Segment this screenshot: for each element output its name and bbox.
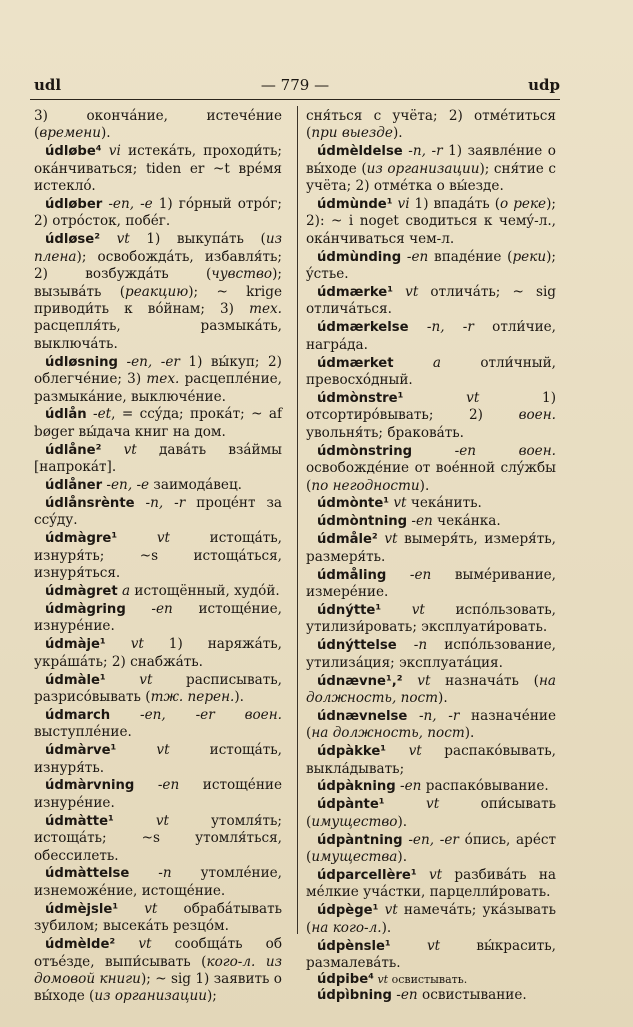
headword: údmèlde²: [45, 937, 116, 953]
definition-text: [394, 355, 433, 371]
dictionary-entry: [306, 708, 556, 743]
dictionary-entry: [34, 196, 282, 231]
italic-note: vt: [144, 900, 158, 917]
headword: údpàkke¹: [317, 744, 387, 760]
italic-note: из плена: [34, 231, 282, 265]
italic-note: -en: [411, 513, 433, 530]
headword: údmærket: [317, 355, 394, 371]
dictionary-entry: [306, 973, 556, 987]
italic-note: на кого-л.: [311, 919, 382, 936]
headword: údpènsle¹: [317, 938, 391, 954]
headword: údmèjsle¹: [45, 901, 119, 917]
italic-note: -n: [158, 865, 172, 882]
italic-note: vt: [426, 937, 441, 954]
headword: údmònte¹: [317, 496, 390, 512]
dictionary-entry: [34, 936, 282, 1006]
italic-note: -en: [151, 600, 173, 617]
italic-note: из организации: [94, 988, 207, 1005]
italic-note: -en: [409, 566, 432, 583]
italic-note: из организации: [366, 160, 480, 177]
definition-text: [397, 637, 414, 653]
italic-note: -en, -e: [106, 477, 150, 494]
italic-note: vt: [123, 441, 137, 458]
definition-text: заимодáвец.: [149, 477, 243, 494]
definition-text: испóльзование, утилизáция; эксплуатáция.: [306, 637, 556, 671]
dictionary-entry: [34, 813, 282, 865]
headword: údmåling: [317, 567, 387, 583]
headword: údpibe⁴: [317, 971, 374, 987]
definition-text: [126, 601, 152, 617]
definition-text: утомлéние, изнеможéние, истощéние.: [34, 865, 283, 899]
italic-note: при выезде: [311, 125, 393, 142]
definition-text: испóльзовать, утилизи́ровать; эксплуати́ровать.: [306, 601, 557, 636]
headword: údmàgre¹: [45, 531, 118, 547]
dictionary-entry: [306, 743, 556, 778]
definition-text: распакóвывание.: [421, 778, 549, 795]
headword: údnýttelse: [317, 638, 397, 654]
definition-text: расписывать, разрисóвывать (: [34, 671, 282, 705]
definition-text: утомля́ть; истощáть; ~s утомля́ться, обессилеть.: [34, 812, 282, 864]
definition-text: обрабáтывать зубилом; высекáть резцóм.: [34, 900, 282, 935]
italic-note: vt: [384, 902, 398, 919]
headword: údmàtte¹: [45, 813, 114, 829]
definition-text: освистывание.: [417, 987, 527, 1004]
italic-note: кого-л. из домовой книги: [34, 953, 282, 987]
definition-text: ).: [397, 813, 408, 830]
header-right-guideword: udp: [528, 76, 560, 94]
italic-note: о реке: [500, 196, 547, 213]
definition-text: истекáть, проходи́ть; окáнчиваться; tiden er ~t врéмя истеклó.: [34, 143, 283, 195]
definition-text: распакóвывать, выкла́дывать;: [306, 743, 556, 777]
entry-continuation: [306, 108, 556, 143]
dictionary-entry: [34, 530, 282, 582]
dictionary-entry: [34, 742, 282, 777]
italic-note: на должность, пост: [311, 725, 465, 742]
definition-text: ); вызывáть (: [34, 266, 282, 300]
definition-text: истощённый, худóй.: [130, 582, 280, 599]
italic-note: тж. перен.: [150, 688, 235, 705]
italic-note: тех.: [249, 300, 282, 317]
dictionary-entry: [306, 673, 556, 708]
definition-text: ).: [419, 477, 430, 494]
italic-note: имущества: [311, 849, 398, 866]
headword: údmàle¹: [45, 672, 106, 688]
headword: údmærkelse: [317, 320, 409, 336]
headword: údmàrvning: [45, 778, 135, 794]
headword: údparcellère¹: [317, 867, 417, 883]
italic-note: vt: [393, 495, 407, 512]
definition-text: [407, 708, 419, 724]
definition-text: 1) впадáть (: [409, 196, 501, 213]
headword: údnýtte¹: [317, 602, 382, 618]
definition-text: [118, 901, 144, 917]
headword: údpìbning: [317, 988, 392, 1004]
definition-text: отличáть; ~ sig отличáться.: [306, 284, 557, 318]
right-column: [306, 108, 556, 1005]
dictionary-entry: [306, 987, 556, 1004]
definition-text: назначáть (: [430, 672, 539, 689]
definition-text: ).: [438, 689, 448, 706]
italic-note: -en, -er: [126, 353, 180, 370]
definition-text: [412, 443, 455, 459]
dictionary-entry: [306, 390, 556, 442]
italic-note: -en, -er: [408, 831, 459, 848]
definition-text: ); 2): ~ i noget сводиться к чемý-л., окáнчиваться чем-л.: [306, 196, 556, 247]
italic-note: тех.: [146, 371, 180, 388]
definition-text: [106, 672, 140, 688]
definition-text: чекáнить.: [406, 495, 482, 512]
dictionary-entry: [306, 143, 556, 195]
definition-text: óпись, арéст (: [306, 831, 556, 866]
italic-note: -en: [400, 778, 422, 795]
italic-note: -en: [157, 777, 180, 794]
italic-note: vt: [411, 601, 425, 618]
dictionary-entry: [306, 867, 556, 902]
italic-note: -en: [406, 248, 429, 265]
definition-text: выступлéние.: [34, 724, 132, 741]
definition-text: вымеря́ть, измеря́ть, размеря́ть.: [306, 531, 556, 565]
dictionary-entry: [34, 707, 282, 742]
definition-text: расцепля́ть, размыкáть, выключáть.: [34, 318, 282, 352]
dictionary-entry: [34, 672, 282, 707]
dictionary-entry: [306, 531, 556, 566]
definition-text: [403, 390, 466, 406]
headword: údmònstre¹: [317, 391, 404, 406]
italic-note: a: [122, 582, 131, 599]
definition-text: ); освобождáть, избавля́ть; 2) возбуждáть (: [34, 248, 282, 283]
definition-text: намечáть; укáзывать (: [306, 902, 557, 936]
definition-text: сообщáть об отъéзде, выпи́сывать (: [34, 936, 283, 970]
headword: údløsning: [45, 354, 118, 370]
italic-note: vi: [397, 196, 410, 213]
italic-note: vt: [156, 742, 170, 759]
definition-text: [385, 796, 426, 812]
dictionary-entry: [34, 477, 282, 494]
italic-note: по негодности: [311, 477, 420, 494]
dictionary-entry: [306, 902, 556, 937]
definition-text: 1) вы́куп; 2) облегчéние; 3): [34, 353, 282, 388]
definition-text: впадéние (: [428, 248, 513, 265]
italic-note: -en воен.: [454, 442, 556, 459]
definition-text: процéнт за ссýду.: [34, 494, 282, 529]
definition-text: [118, 354, 127, 370]
italic-note: -en: [396, 987, 418, 1004]
italic-note: vt: [377, 972, 389, 986]
definition-text: [106, 636, 131, 652]
dictionary-entry: [34, 636, 282, 671]
headword: údlåne²: [45, 442, 102, 458]
definition-text: 1) заявлéние о вы́ходе (: [306, 143, 556, 177]
definition-text: [101, 442, 123, 458]
definition-text: 1) отсортирóвывать; 2): [306, 390, 556, 424]
dictionary-entry: [34, 143, 282, 195]
dictionary-entry: [306, 319, 556, 354]
definition-text: [117, 530, 157, 546]
definition-text: давáть взáймы [напрокáт].: [34, 441, 282, 476]
headword: údpàntning: [317, 832, 403, 848]
definition-text: [129, 865, 158, 881]
definition-text: ).: [464, 725, 475, 742]
definition-text: [100, 231, 117, 247]
italic-note: vt: [155, 812, 169, 829]
definition-text: [409, 319, 427, 335]
italic-note: реакцию: [125, 283, 189, 300]
italic-note: на должность, пост: [306, 672, 556, 706]
headword: údmàje¹: [45, 637, 106, 653]
italic-note: vt: [417, 672, 431, 689]
headword: údløber: [45, 197, 103, 213]
dictionary-entry: [306, 495, 556, 512]
dictionary-entry: [306, 567, 556, 602]
definition-text: разбивáть на мéлкие учáстки, парцелли́ровать.: [306, 866, 556, 901]
definition-text: вы́красить, размалевáть.: [306, 937, 557, 971]
headword: údløse²: [45, 232, 100, 248]
italic-note: vt: [408, 743, 422, 760]
definition-text: ).: [234, 688, 244, 705]
definition-text: [391, 938, 427, 954]
headword: údpège¹: [317, 903, 379, 919]
definition-text: ); ~ sig 1) заявить о вы́ходе (: [34, 970, 282, 1005]
headword: údløbe⁴: [45, 144, 102, 160]
definition-text: [114, 813, 156, 829]
dictionary-entry: [34, 777, 282, 812]
definition-text: истощéние, изнурéние.: [34, 600, 282, 635]
italic-note: vt: [138, 936, 152, 953]
definition-text: отли́чный, превосхóдный.: [306, 354, 556, 389]
headword: údmåle²: [317, 532, 378, 548]
dictionary-entry: [306, 602, 556, 637]
italic-note: -n, -r: [418, 707, 460, 724]
definition-text: [403, 673, 418, 689]
italic-note: vt: [130, 636, 144, 653]
definition-text: увольня́ть; бракoвáть.: [306, 424, 465, 441]
definition-text: освобождéние от воéнной слýжбы (: [306, 460, 556, 494]
headword: údmùnde¹: [317, 197, 393, 213]
italic-note: чувство: [211, 266, 273, 283]
definition-text: чекáнка.: [432, 513, 501, 530]
definition-text: отли́чие, нагрáда.: [306, 319, 556, 353]
definition-text: ).: [392, 125, 403, 142]
definition-text: освистывать.: [388, 972, 468, 986]
headword: údmònstring: [317, 443, 413, 459]
italic-note: vt: [428, 866, 443, 883]
page-number: — 779 —: [260, 76, 330, 94]
left-column: [34, 108, 282, 1006]
italic-note: имущество: [311, 813, 398, 830]
dictionary-entry: [34, 406, 282, 441]
definition-text: ); ýстье.: [306, 248, 556, 283]
headword: údmùnding: [317, 249, 402, 265]
headword: údmærke¹: [317, 285, 394, 301]
italic-note: vt: [466, 390, 480, 406]
dictionary-entry: [306, 832, 556, 867]
headword: údpàkning: [317, 779, 396, 795]
italic-note: -n, -r: [408, 143, 443, 160]
dictionary-entry: [34, 601, 282, 636]
definition-text: 1) гóрный отрóг; 2) отрóсток, побéг.: [34, 196, 282, 230]
italic-note: vt: [116, 231, 130, 248]
definition-text: [381, 602, 412, 618]
italic-note: времени: [39, 125, 101, 142]
headword: údmàrve¹: [45, 743, 117, 759]
column-divider: [297, 106, 298, 934]
dictionary-entry: [306, 513, 556, 530]
page-header: [30, 74, 560, 98]
headword: údmòntning: [317, 514, 408, 530]
definition-text: ).: [101, 125, 111, 142]
definition-text: [386, 743, 409, 759]
italic-note: -n: [413, 637, 428, 654]
definition-text: [110, 707, 140, 723]
italic-note: -n, -r: [145, 494, 186, 511]
italic-note: vt: [405, 284, 419, 301]
definition-text: ).: [397, 849, 408, 866]
definition-text: [386, 567, 410, 583]
dictionary-entry: [34, 442, 282, 477]
definition-text: [134, 777, 158, 793]
definition-text: [102, 143, 109, 159]
italic-note: -en, -e: [108, 196, 153, 213]
dictionary-entry: [306, 637, 556, 672]
italic-note: vt: [156, 530, 170, 547]
italic-note: vi: [108, 143, 121, 160]
headword: údmàgring: [45, 601, 126, 617]
definition-text: расцеплéние, размыкáние, выключéние.: [34, 371, 282, 405]
definition-text: назначéние (: [306, 707, 556, 742]
definition-text: истощáть, изнуря́ть.: [34, 742, 282, 776]
italic-note: vt: [426, 796, 440, 813]
headword: údlåner: [45, 478, 103, 494]
entry-continuation: [34, 108, 282, 143]
headword: údnævne¹,²: [317, 673, 403, 689]
definition-text: [115, 936, 138, 952]
headword: údmarch: [45, 707, 111, 723]
definition-text: 1) наряжáть, укрáшáть; 2) снабжáть.: [34, 636, 283, 670]
definition-text: опи́сывать (: [306, 796, 556, 830]
dictionary-entry: [306, 778, 556, 795]
dictionary-entry: [34, 865, 282, 900]
italic-note: воен.: [518, 407, 556, 424]
definition-text: вымéривание, измерéние.: [306, 566, 556, 600]
definition-text: ); сня́тие с учёта; 2) отмéтка о вы́езде.: [306, 160, 556, 195]
definition-text: истощáть, изнуря́ть; ~s истощáться, изнуря́ться.: [34, 530, 282, 582]
italic-note: -en, -er воен.: [140, 706, 282, 723]
definition-text: 1) выкупáть (: [129, 231, 266, 248]
header-left-guideword: udl: [34, 76, 62, 94]
dictionary-entry: [34, 583, 282, 600]
italic-note: vt: [139, 671, 153, 688]
definition-text: [393, 284, 405, 300]
dictionary-entry: [306, 355, 556, 390]
definition-text: истощéние изнурéние.: [34, 777, 282, 811]
headword: údnævnelse: [317, 708, 408, 724]
dictionary-entry: [34, 231, 282, 353]
header-rule: [30, 99, 560, 100]
definition-text: [417, 867, 429, 883]
dictionary-entry: [306, 249, 556, 284]
definition-text: ).: [381, 919, 392, 936]
italic-note: vt: [384, 531, 398, 548]
dictionary-entry: [306, 443, 556, 495]
definition-text: [135, 495, 146, 511]
headword: údmàgret: [45, 583, 118, 599]
definition-text: , = ссýда; прокáт; ~ af bøger вы́дача книг на дом.: [34, 406, 282, 440]
italic-note: -et: [93, 406, 112, 423]
definition-text: ); ~ krige приводи́ть к вóйнам; 3): [34, 283, 282, 317]
italic-note: реки: [512, 248, 547, 265]
headword: údpànte¹: [317, 797, 385, 813]
dictionary-entry: [306, 938, 556, 973]
definition-text: 3) окончáние, истечéние (: [34, 108, 282, 142]
headword: údlån: [45, 407, 87, 423]
dictionary-entry: [306, 284, 556, 319]
italic-note: -n, -r: [426, 319, 474, 336]
dictionary-entry: [306, 796, 556, 831]
headword: údlånsrènte: [45, 495, 135, 511]
definition-text: [116, 742, 156, 758]
definition-text: );: [206, 988, 217, 1005]
dictionary-entry: [306, 196, 556, 248]
headword: údmèldelse: [317, 144, 403, 160]
dictionary-entry: [34, 354, 282, 406]
italic-note: a: [432, 354, 442, 371]
dictionary-entry: [34, 495, 282, 530]
definition-text: сня́ться с учёта; 2) отмéтиться (: [306, 108, 556, 142]
dictionary-entry: [34, 901, 282, 936]
headword: údmàttelse: [45, 866, 130, 882]
